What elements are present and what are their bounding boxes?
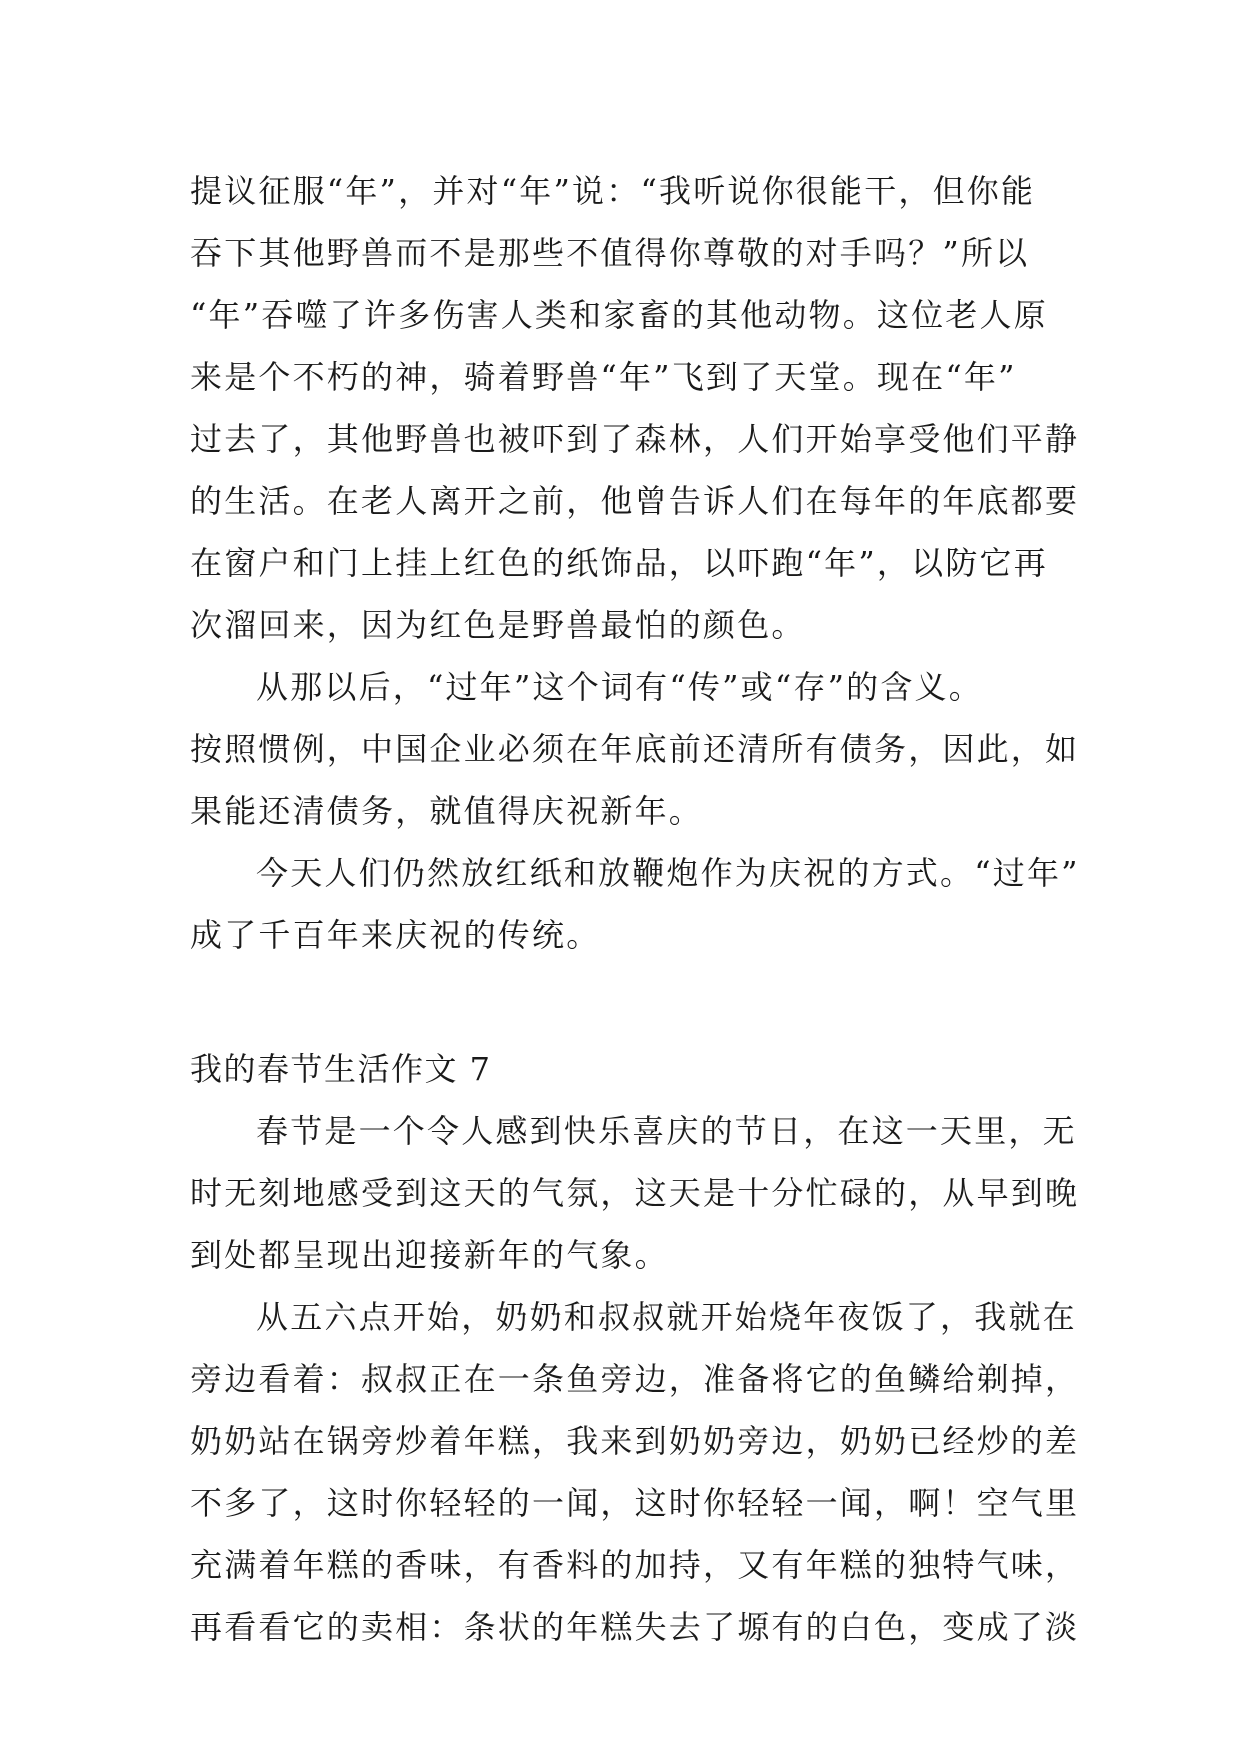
text-line: 到处都呈现出迎接新年的气象。 — [190, 1236, 669, 1274]
paragraph-nian-legend — [190, 160, 1080, 656]
text-line: 来是个不朽的神，骑着野兽“年”飞到了天堂。现在“年” — [190, 358, 1017, 396]
text-line: 从五六点开始，奶奶和叔叔就开始烧年夜饭了，我就在 — [256, 1298, 1077, 1336]
paragraph-tradition — [190, 842, 1080, 966]
text-line: 今天人们仍然放红纸和放鞭炮作为庆祝的方式。“过年” — [256, 854, 1080, 892]
text-line: 过去了，其他野兽也被吓到了森林，人们开始享受他们平静 — [190, 420, 1080, 458]
text-line: 在窗户和门上挂上红色的纸饰品，以吓跑“年”，以防它再 — [190, 544, 1048, 582]
essay-heading: 我的春节生活作文 7 — [190, 1050, 492, 1088]
text-line: 成了千百年来庆祝的传统。 — [190, 916, 601, 954]
text-line: 吞下其他野兽而不是那些不值得你尊敬的对手吗？”所以 — [190, 234, 1030, 272]
document-body — [190, 160, 1080, 1658]
text-line: 充满着年糕的香味，有香料的加持，又有年糕的独特气味， — [190, 1546, 1080, 1584]
text-line: 不多了，这时你轻轻的一闻，这时你轻轻一闻，啊！空气里 — [190, 1484, 1080, 1522]
text-line: 春节是一个令人感到快乐喜庆的节日，在这一天里，无 — [256, 1112, 1077, 1150]
text-line: 时无刻地感受到这天的气氛，这天是十分忙碌的，从早到晚 — [190, 1174, 1080, 1212]
text-line: “年”吞噬了许多伤害人类和家畜的其他动物。这位老人原 — [190, 296, 1048, 334]
text-line: 从那以后，“过年”这个词有“传”或“存”的含义。 — [256, 668, 983, 706]
paragraph-guonian-meaning — [190, 656, 1080, 842]
section-gap — [190, 966, 1050, 1038]
text-line: 旁边看着：叔叔正在一条鱼旁边，准备将它的鱼鳞给剃掉， — [190, 1360, 1080, 1398]
text-line: 奶奶站在锅旁炒着年糕，我来到奶奶旁边，奶奶已经炒的差 — [190, 1422, 1080, 1460]
text-line: 的生活。在老人离开之前，他曾告诉人们在每年的年底都要 — [190, 482, 1080, 520]
text-line: 再看看它的卖相：条状的年糕失去了塬有的白色，变成了淡 — [190, 1608, 1080, 1646]
text-line: 提议征服“年”，并对“年”说：“我听说你很能干，但你能 — [190, 172, 1036, 210]
text-line: 果能还清债务，就值得庆祝新年。 — [190, 792, 704, 830]
text-line: 按照惯例，中国企业必须在年底前还清所有债务，因此，如 — [190, 730, 1080, 768]
text-line: 次溜回来，因为红色是野兽最怕的颜色。 — [190, 606, 806, 644]
paragraph-cooking-dinner — [190, 1286, 1080, 1658]
paragraph-spring-festival-intro — [190, 1100, 1080, 1286]
